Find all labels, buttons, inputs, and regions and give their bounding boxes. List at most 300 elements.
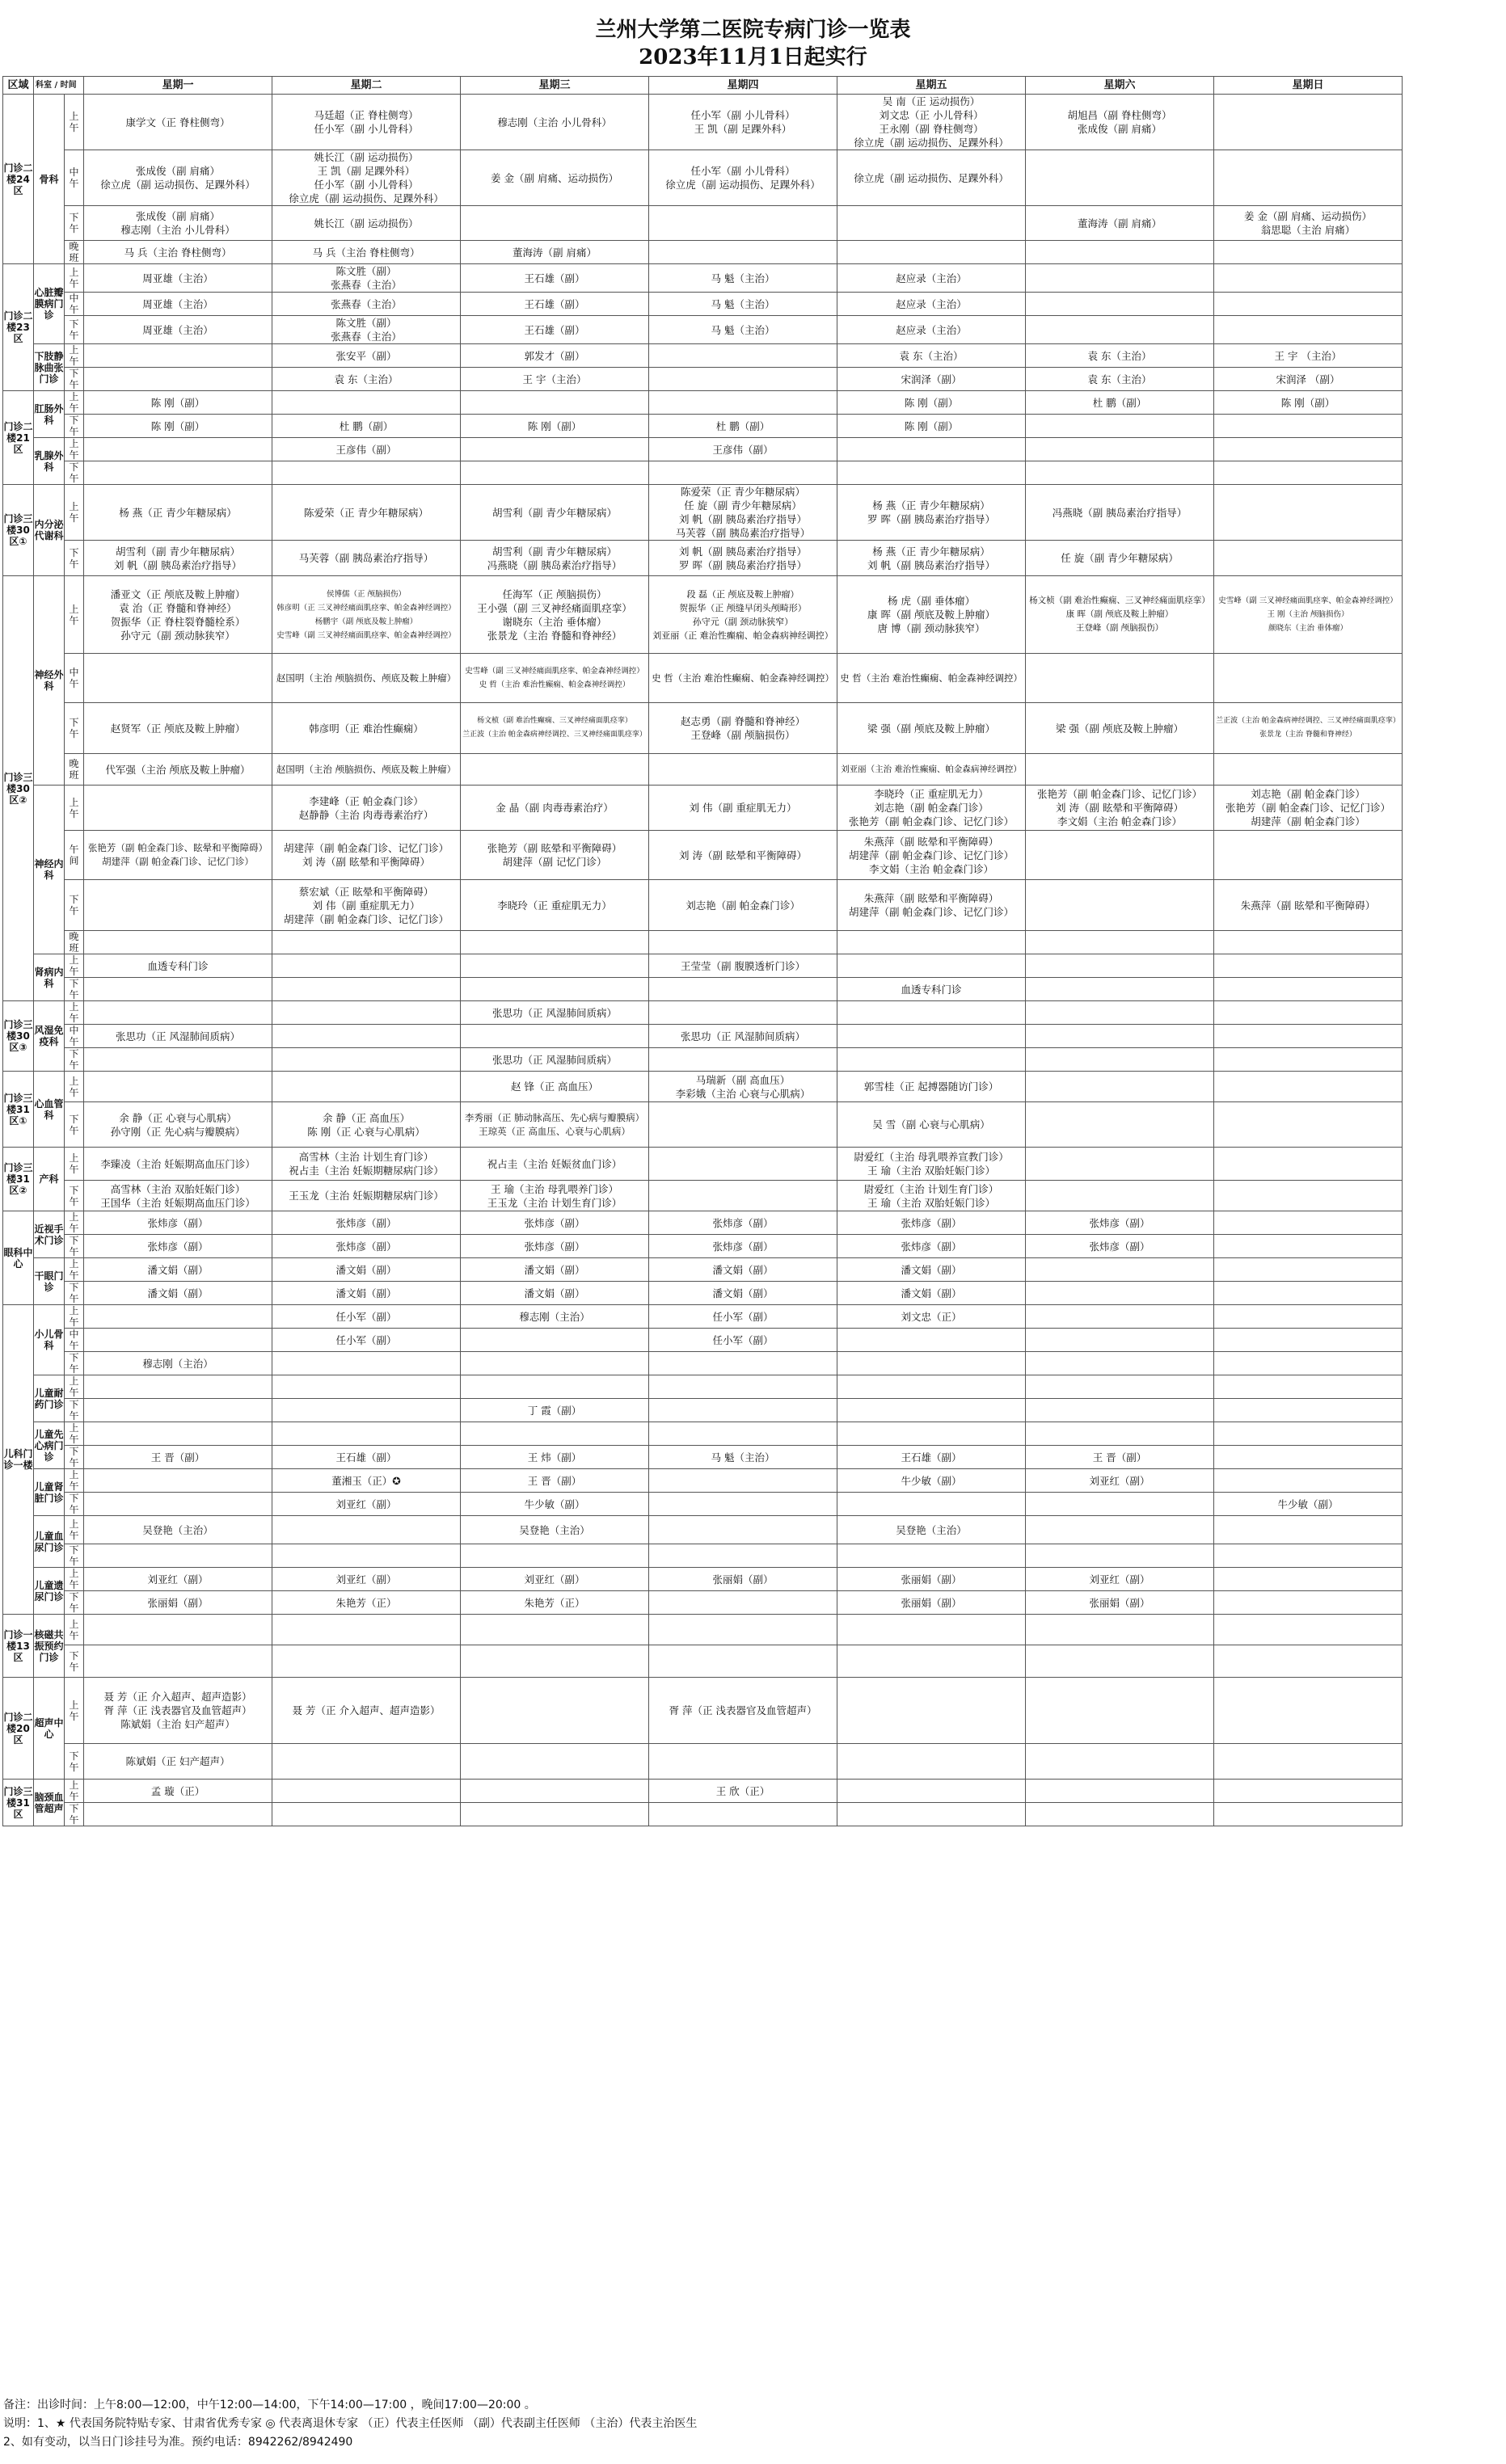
schedule-cell	[649, 1678, 837, 1744]
schedule-cell	[461, 786, 649, 831]
table-row	[3, 1493, 1403, 1516]
session-label: 下午	[65, 368, 84, 391]
schedule-cell	[272, 541, 461, 576]
schedule-cell	[461, 1181, 649, 1211]
schedule-cell	[1026, 1258, 1214, 1282]
doctor-entry: 刘 伟（副 重症肌无力）	[312, 899, 420, 912]
schedule-cell	[1214, 150, 1403, 206]
doctor-entry: 杨 燕（正 青少年糖尿病）	[872, 499, 990, 512]
schedule-cell	[837, 703, 1026, 754]
doctor-entry: 王彦伟（副）	[712, 443, 774, 456]
doctor-entry: 刘 帆（副 胰岛素治疗指导）	[114, 558, 242, 571]
doctor-entry: 姜 金（副 肩痛、运动损伤）	[1244, 210, 1372, 222]
schedule-cell	[837, 1544, 1026, 1568]
schedule-cell	[1214, 1102, 1403, 1148]
doctor-entry: 康学文（正 脊柱侧弯）	[125, 116, 230, 128]
schedule-cell	[837, 1235, 1026, 1258]
session-label: 上午	[65, 1516, 84, 1544]
doctor-entry: 李秀丽（正 肺动脉高压、先心病与瓣膜病）	[464, 1111, 645, 1123]
schedule-cell	[1026, 831, 1214, 880]
schedule-cell	[649, 541, 837, 576]
schedule-cell	[272, 1493, 461, 1516]
schedule-cell	[461, 150, 649, 206]
schedule-cell	[837, 954, 1026, 978]
schedule-cell	[1026, 1591, 1214, 1615]
schedule-cell	[461, 206, 649, 241]
schedule-cell	[84, 1493, 272, 1516]
doctor-entry: 贺振华（正 颅缝早闭头颅畸形）	[679, 602, 807, 613]
doctor-entry: 刘亚红（副）	[524, 1573, 585, 1586]
doctor-entry: 刘亚红（副）	[147, 1573, 209, 1586]
doctor-entry: 王玉龙（主治 妊娠期糖尿病门诊）	[289, 1190, 444, 1202]
session-label: 下午	[65, 1282, 84, 1305]
schedule-cell	[1214, 95, 1403, 150]
schedule-cell	[84, 438, 272, 461]
area-label: 门诊三楼31区	[3, 1780, 34, 1826]
schedule-cell	[461, 754, 649, 786]
doctor-entry: 姚长江（副 运动损伤）	[314, 217, 419, 230]
doctor-entry: 张艳芳（副 帕金森门诊、记忆门诊）	[1037, 788, 1202, 800]
schedule-cell	[1214, 1282, 1403, 1305]
doctor-entry: 李晓玲（正 重症肌无力）	[497, 899, 612, 912]
schedule-cell	[84, 1422, 272, 1446]
doctor-entry: 张炜彦（副）	[147, 1240, 209, 1253]
doctor-entry: 陈 刚（副）	[150, 419, 205, 432]
doctor-entry: 罗 晖（副 胰岛素治疗指导）	[867, 513, 995, 525]
session-label: 上午	[65, 1469, 84, 1493]
schedule-cell	[649, 1235, 837, 1258]
schedule-cell	[1214, 1591, 1403, 1615]
schedule-cell	[837, 1352, 1026, 1375]
schedule-cell	[649, 1591, 837, 1615]
schedule-cell	[837, 1181, 1026, 1211]
schedule-cell	[1214, 264, 1403, 293]
doctor-entry: 吴登艳（主治）	[519, 1523, 590, 1536]
schedule-cell	[649, 880, 837, 931]
schedule-cell	[1214, 541, 1403, 576]
doctor-entry: 陈爱荣（正 青少年糖尿病）	[304, 506, 428, 519]
schedule-cell	[84, 1025, 272, 1048]
schedule-cell	[272, 1102, 461, 1148]
doctor-entry: 张丽娟（副）	[901, 1573, 962, 1586]
doctor-entry: 胡雪利（副 青少年糖尿病）	[492, 545, 617, 558]
doctor-entry: 宋润泽（副）	[901, 373, 962, 385]
table-row	[3, 206, 1403, 241]
doctor-entry: 王 宇 （主治）	[1274, 349, 1342, 362]
schedule-cell	[649, 1375, 837, 1399]
session-label: 上午	[65, 485, 84, 541]
area-label: 门诊三楼31区①	[3, 1072, 34, 1148]
header-day-4: 星期四	[649, 77, 837, 95]
schedule-cell	[837, 1001, 1026, 1025]
schedule-cell	[837, 1803, 1026, 1826]
doctor-entry: 张炜彦（副）	[147, 1216, 209, 1229]
doctor-entry: 张燕春（主治）	[331, 297, 402, 310]
schedule-cell	[649, 1305, 837, 1329]
schedule-cell	[84, 485, 272, 541]
doctor-entry: 陈文胜（副）	[335, 265, 397, 277]
schedule-cell	[1214, 1568, 1403, 1591]
doctor-entry: 张景龙（主治 脊髓和脊神经）	[1259, 731, 1356, 739]
doctor-entry: 胡建萍（副 帕金森门诊、记忆门诊）	[284, 842, 449, 854]
doctor-entry: 史 哲（主治 难治性癫痫、帕金森神经调控）	[479, 680, 631, 689]
session-label: 上午	[65, 576, 84, 654]
doctor-entry: 郭雪桂（正 起搏器随访门诊）	[863, 1080, 999, 1093]
dept-label: 下肢静脉曲张门诊	[34, 344, 65, 391]
doctor-entry: 赵静静（主治 肉毒毒素治疗）	[298, 808, 434, 821]
schedule-cell	[1026, 1615, 1214, 1645]
schedule-cell	[837, 541, 1026, 576]
schedule-cell	[272, 1181, 461, 1211]
table-row	[3, 1102, 1403, 1148]
schedule-cell	[1214, 1446, 1403, 1469]
schedule-cell	[649, 1446, 837, 1469]
table-row	[3, 368, 1403, 391]
schedule-cell	[84, 1744, 272, 1780]
schedule-cell	[461, 1258, 649, 1282]
area-label: 门诊二楼20区	[3, 1678, 34, 1780]
table-row	[3, 293, 1403, 316]
doctor-entry: 唐 博（副 颈动脉狭窄）	[877, 622, 985, 634]
schedule-cell	[837, 576, 1026, 654]
doctor-entry: 王莹莹（副 腹膜透析门诊）	[681, 959, 805, 972]
table-row	[3, 264, 1403, 293]
doctor-entry: 张炜彦（副）	[335, 1216, 397, 1229]
schedule-cell	[1214, 293, 1403, 316]
schedule-cell	[272, 438, 461, 461]
schedule-cell	[837, 1305, 1026, 1329]
dept-label: 神经外科	[34, 576, 65, 786]
schedule-cell	[272, 391, 461, 415]
schedule-cell	[84, 703, 272, 754]
schedule-cell	[1026, 1282, 1214, 1305]
doctor-entry: 张燕春（主治）	[331, 331, 402, 343]
doctor-entry: 刘亚丽（主治 难治性癫痫、帕金森病神经调控）	[841, 764, 1022, 774]
schedule-cell	[84, 241, 272, 264]
schedule-cell	[272, 1211, 461, 1235]
doctor-entry: 刘志艳（副 帕金森门诊）	[1251, 788, 1365, 800]
doctor-entry: 姚长江（副 运动损伤）	[314, 151, 419, 163]
doctor-entry: 张炜彦（副）	[712, 1216, 774, 1229]
schedule-cell	[1026, 786, 1214, 831]
doctor-entry: 余 静（正 高血压）	[323, 1111, 410, 1124]
schedule-cell	[461, 1493, 649, 1516]
schedule-cell	[272, 1282, 461, 1305]
schedule-cell	[272, 703, 461, 754]
schedule-cell	[649, 931, 837, 954]
doctor-entry: 杜 鹏（副）	[715, 419, 770, 432]
doctor-entry: 徐立虎（副 运动损伤、足踝外科）	[665, 179, 820, 191]
header-row	[3, 77, 1403, 95]
table-row	[3, 1516, 1403, 1544]
doctor-entry: 刘亚红（副）	[335, 1497, 397, 1510]
schedule-cell	[1026, 1048, 1214, 1072]
schedule-cell	[461, 293, 649, 316]
area-label: 门诊三楼31区②	[3, 1148, 34, 1211]
schedule-cell	[272, 831, 461, 880]
schedule-cell	[1026, 241, 1214, 264]
doctor-entry: 王石雄（副）	[524, 272, 585, 284]
dept-label: 干眼门诊	[34, 1258, 65, 1305]
session-label: 中午	[65, 654, 84, 703]
schedule-cell	[837, 1399, 1026, 1422]
schedule-cell	[272, 344, 461, 368]
doctor-entry: 康 晖（副 颅底及鞍上肿瘤）	[1065, 609, 1174, 619]
schedule-cell	[461, 415, 649, 438]
doctor-entry: 杜 鹏（副）	[1092, 396, 1147, 409]
schedule-cell	[84, 541, 272, 576]
schedule-cell	[649, 1803, 837, 1826]
doctor-entry: 尉爱红（主治 计划生育门诊）	[863, 1182, 999, 1195]
schedule-cell	[1026, 703, 1214, 754]
schedule-cell	[84, 1352, 272, 1375]
schedule-cell	[272, 1329, 461, 1352]
table-row	[3, 241, 1403, 264]
schedule-cell	[1026, 576, 1214, 654]
doctor-entry: 赵志勇（副 脊髓和脊神经）	[681, 715, 805, 727]
doctor-entry: 王 晋（副）	[1092, 1451, 1147, 1464]
schedule-cell	[1214, 1780, 1403, 1803]
schedule-cell	[84, 1446, 272, 1469]
session-label: 下午	[65, 703, 84, 754]
doctor-entry: 朱艳芳（正）	[524, 1596, 585, 1609]
schedule-cell	[272, 880, 461, 931]
schedule-cell	[272, 1352, 461, 1375]
doctor-entry: 潘文娟（副）	[147, 1263, 209, 1276]
schedule-cell	[272, 415, 461, 438]
session-label: 下午	[65, 541, 84, 576]
schedule-cell	[84, 344, 272, 368]
table-row	[3, 438, 1403, 461]
schedule-cell	[1214, 1375, 1403, 1399]
dept-label: 超声中心	[34, 1678, 65, 1780]
doctor-entry: 王 凯（副 足踝外科）	[317, 165, 416, 177]
doctor-entry: 代军强（主治 颅底及鞍上肿瘤）	[105, 763, 251, 776]
schedule-cell	[461, 1072, 649, 1102]
table-row	[3, 1258, 1403, 1282]
session-label: 上午	[65, 786, 84, 831]
doctor-entry: 朱燕萍（副 眩晕和平衡障碍）	[863, 835, 999, 848]
schedule-cell	[649, 1744, 837, 1780]
schedule-cell	[1214, 206, 1403, 241]
doctor-entry: 杨鹏宇（副 颅底及鞍上肿瘤）	[314, 617, 418, 626]
schedule-cell	[84, 1399, 272, 1422]
schedule-cell	[84, 1591, 272, 1615]
doctor-entry: 刘亚红（副）	[335, 1573, 397, 1586]
doctor-entry: 牛少敏（副）	[524, 1497, 585, 1510]
area-label: 眼科中心	[3, 1211, 34, 1305]
doctor-entry: 吴登艳（主治）	[896, 1523, 967, 1536]
schedule-cell	[1214, 316, 1403, 344]
page-subtitle: 2023年11月1日起实行	[639, 45, 867, 69]
schedule-cell	[1026, 1181, 1214, 1211]
table-row	[3, 150, 1403, 206]
schedule-cell	[84, 831, 272, 880]
doctor-entry: 张炜彦（副）	[524, 1240, 585, 1253]
doctor-entry: 潘文娟（副）	[901, 1263, 962, 1276]
dept-label: 内分泌代谢科	[34, 485, 65, 576]
doctor-entry: 赵国明（主治 颅脑损伤、颅底及鞍上肿瘤）	[276, 763, 457, 775]
doctor-entry: 李彩娥（主治 心衰与心肌病）	[675, 1087, 811, 1100]
schedule-cell	[837, 438, 1026, 461]
doctor-entry: 潘文娟（副）	[524, 1287, 585, 1299]
doctor-entry: 高雪林（主治 双胎妊娠门诊）	[110, 1182, 246, 1195]
table-row	[3, 485, 1403, 541]
doctor-entry: 张思功（正 风湿肺间质病）	[681, 1030, 805, 1042]
session-label: 上午	[65, 1422, 84, 1446]
doctor-entry: 潘文娟（副）	[335, 1263, 397, 1276]
schedule-cell	[649, 241, 837, 264]
table-row	[3, 1422, 1403, 1446]
schedule-cell	[649, 654, 837, 703]
schedule-cell	[272, 293, 461, 316]
doctor-entry: 杨 虎（副 垂体瘤）	[888, 595, 975, 607]
schedule-cell	[84, 150, 272, 206]
schedule-cell	[84, 1329, 272, 1352]
area-label: 儿科门诊一楼	[3, 1305, 34, 1615]
session-label: 下午	[65, 1399, 84, 1422]
doctor-entry: 赵应录（主治）	[896, 323, 967, 336]
schedule-cell	[649, 1148, 837, 1181]
schedule-cell	[837, 485, 1026, 541]
schedule-cell	[84, 1516, 272, 1544]
table-row	[3, 1072, 1403, 1102]
schedule-cell	[837, 368, 1026, 391]
session-label: 下午	[65, 1591, 84, 1615]
schedule-cell	[461, 654, 649, 703]
schedule-cell	[272, 931, 461, 954]
schedule-cell	[272, 1591, 461, 1615]
schedule-cell	[1026, 1211, 1214, 1235]
doctor-entry: 王 晋（副）	[527, 1474, 582, 1487]
schedule-cell	[837, 1469, 1026, 1493]
doctor-entry: 徐立虎（副 运动损伤、足踝外科）	[100, 179, 255, 191]
schedule-cell	[649, 1780, 837, 1803]
schedule-cell	[461, 1645, 649, 1678]
doctor-entry: 张成俊（副 肩痛）	[1078, 123, 1162, 135]
doctor-entry: 金 晶（副 肉毒毒素治疗）	[496, 802, 614, 814]
schedule-cell	[837, 1615, 1026, 1645]
schedule-cell	[461, 1048, 649, 1072]
schedule-cell	[84, 415, 272, 438]
page-title: 兰州大学第二医院专病门诊一览表	[595, 18, 911, 42]
doctor-entry: 张丽娟（副）	[712, 1573, 774, 1586]
doctor-entry: 朱燕萍（副 眩晕和平衡障碍）	[863, 892, 999, 904]
doctor-entry: 张艳芳（副 帕金森门诊、记忆门诊）	[1225, 802, 1390, 814]
doctor-entry: 杨 燕（正 青少年糖尿病）	[119, 506, 237, 519]
session-label: 晚班	[65, 754, 84, 786]
schedule-cell	[84, 1615, 272, 1645]
schedule-cell	[84, 754, 272, 786]
doctor-entry: 王 炜（副）	[527, 1451, 582, 1464]
doctor-entry: 聂 芳（正 介入超声、超声造影）	[292, 1704, 441, 1716]
schedule-cell	[1214, 1211, 1403, 1235]
schedule-cell	[1026, 344, 1214, 368]
dept-label: 儿童遗尿门诊	[34, 1568, 65, 1615]
doctor-entry: 董海涛（副 肩痛）	[1078, 217, 1162, 230]
dept-label: 脑颈血管超声	[34, 1780, 65, 1826]
schedule-cell	[461, 1446, 649, 1469]
schedule-cell	[1026, 415, 1214, 438]
table-row	[3, 316, 1403, 344]
schedule-cell	[1214, 1352, 1403, 1375]
doctor-entry: 袁 东（主治）	[1087, 349, 1152, 362]
schedule-cell	[84, 1678, 272, 1744]
doctor-entry: 梁 强（副 颅底及鞍上肿瘤）	[867, 722, 995, 735]
session-label: 上午	[65, 1211, 84, 1235]
doctor-entry: 刘 帆（副 胰岛素治疗指导）	[679, 513, 807, 525]
doctor-entry: 潘亚文（正 颅底及鞍上肿瘤）	[110, 588, 246, 600]
schedule-cell	[1026, 1399, 1214, 1422]
schedule-cell	[837, 1025, 1026, 1048]
doctor-entry: 兰正波（主治 帕金森病神经调控、三叉神经痛面肌痉挛）	[462, 731, 647, 739]
schedule-cell	[1214, 344, 1403, 368]
schedule-cell	[649, 150, 837, 206]
table-row	[3, 1645, 1403, 1678]
schedule-cell	[84, 1803, 272, 1826]
schedule-cell	[837, 316, 1026, 344]
doctor-entry: 赵贤军（正 颅底及鞍上肿瘤）	[110, 722, 246, 735]
schedule-cell	[84, 880, 272, 931]
schedule-cell	[272, 1422, 461, 1446]
header-corner: 科室 / 时间	[34, 77, 84, 95]
table-row	[3, 1025, 1403, 1048]
schedule-cell	[272, 1025, 461, 1048]
schedule-cell	[1214, 1645, 1403, 1678]
session-label: 中午	[65, 150, 84, 206]
doctor-entry: 冯燕晓（副 胰岛素治疗指导）	[1052, 506, 1188, 519]
session-label: 上午	[65, 1568, 84, 1591]
doctor-entry: 赵应录（主治）	[896, 272, 967, 284]
session-label: 下午	[65, 1645, 84, 1678]
schedule-cell	[649, 415, 837, 438]
doctor-entry: 胡雪利（副 青少年糖尿病）	[116, 545, 240, 558]
doctor-entry: 王永刚（副 脊柱侧弯）	[879, 123, 984, 135]
doctor-entry: 王 凯（副 足踝外科）	[694, 123, 792, 135]
schedule-cell	[649, 831, 837, 880]
doctor-entry: 张艳芳（副 帕金森门诊、记忆门诊）	[849, 815, 1014, 828]
schedule-cell	[837, 1282, 1026, 1305]
schedule-cell	[461, 978, 649, 1001]
table-row	[3, 95, 1403, 150]
schedule-cell	[272, 576, 461, 654]
session-label: 上午	[65, 1615, 84, 1645]
session-label: 下午	[65, 1352, 84, 1375]
table-row	[3, 1615, 1403, 1645]
schedule-cell	[461, 485, 649, 541]
schedule-cell	[84, 1258, 272, 1282]
doctor-entry: 刘志艳（副 帕金森门诊）	[686, 899, 800, 912]
schedule-cell	[272, 1645, 461, 1678]
header-day-2: 星期二	[272, 77, 461, 95]
doctor-entry: 韩彦明（正 三叉神经痛面肌痉挛、帕金森神经调控）	[276, 603, 456, 613]
schedule-cell	[84, 1072, 272, 1102]
schedule-cell	[84, 1305, 272, 1329]
note-legend: 说明：1、★ 代表国务院特贴专家、甘肃省优秀专家 ◎ 代表离退休专家 （正）代表主任医师 （副）代表副主任医师 （主治）代表主治医生	[3, 2417, 698, 2430]
schedule-cell	[272, 654, 461, 703]
schedule-cell	[1026, 1422, 1214, 1446]
schedule-cell	[272, 485, 461, 541]
session-label: 下午	[65, 1235, 84, 1258]
doctor-entry: 张炜彦（副）	[1089, 1216, 1150, 1229]
doctor-entry: 张成俊（副 肩痛）	[136, 210, 220, 222]
schedule-cell	[1026, 1001, 1214, 1025]
session-label: 午间	[65, 831, 84, 880]
schedule-cell	[649, 1568, 837, 1591]
schedule-cell	[649, 576, 837, 654]
doctor-entry: 吴登艳（主治）	[142, 1523, 213, 1536]
doctor-entry: 王石雄（副）	[901, 1451, 962, 1464]
